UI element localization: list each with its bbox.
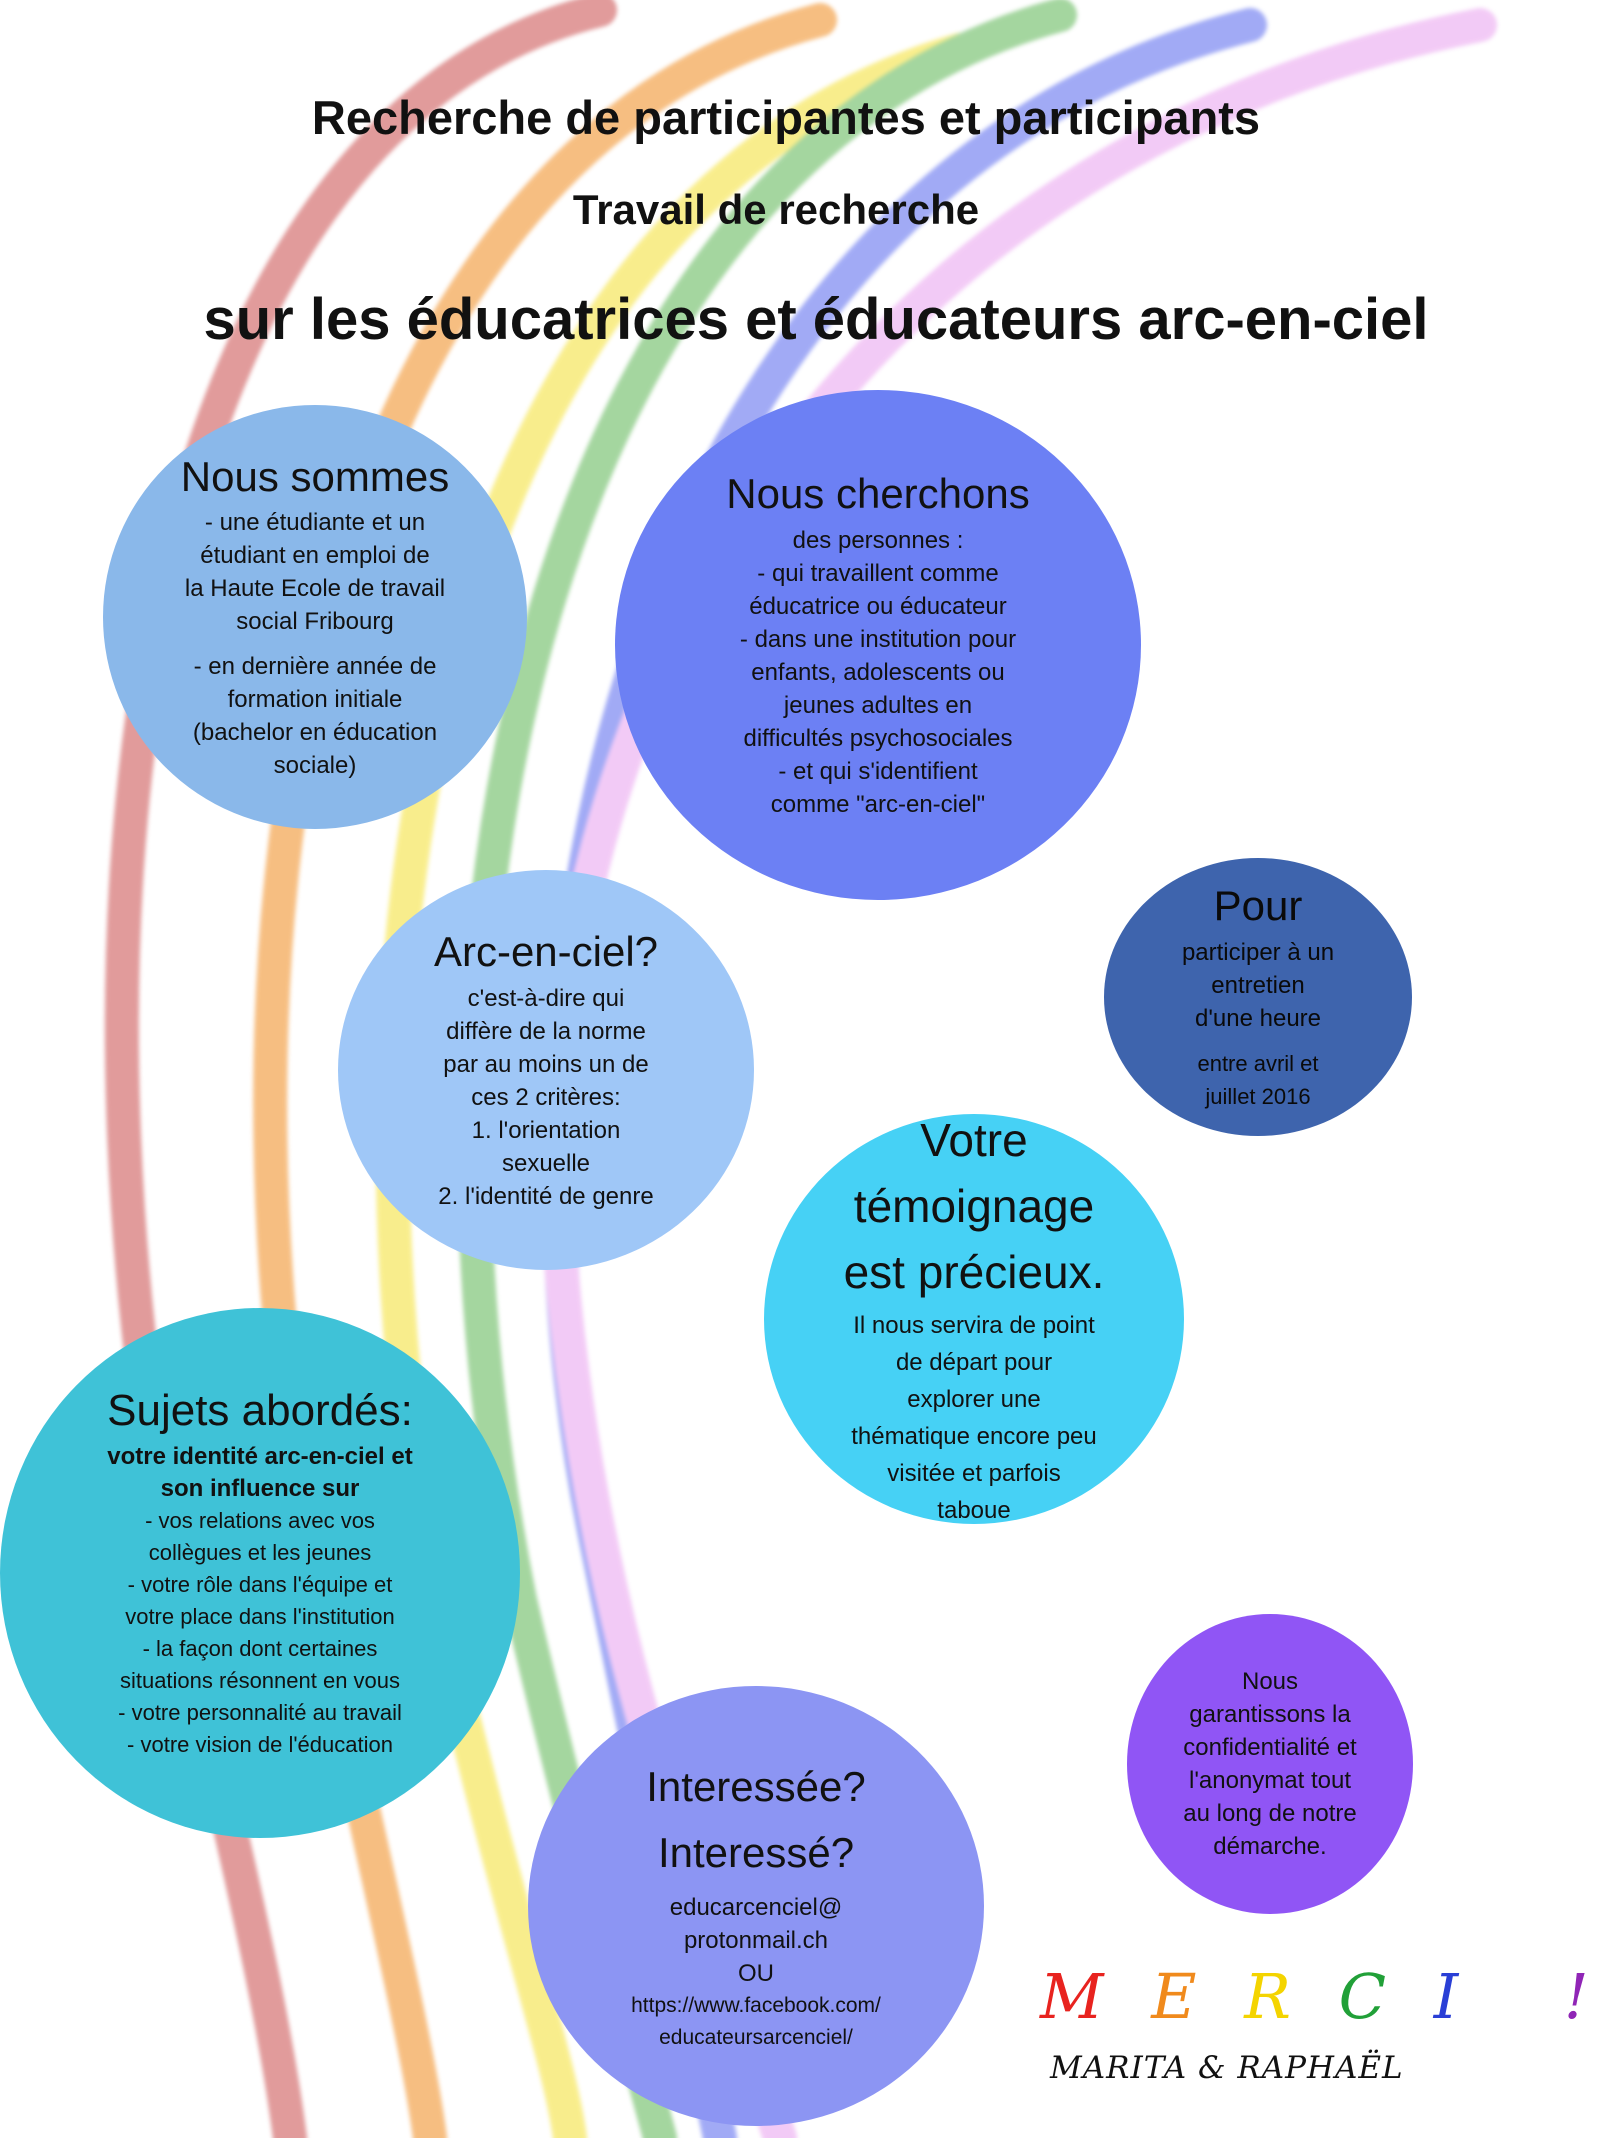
circle-sujets-abordes <box>0 1308 520 1838</box>
text-line: entre avril et <box>1197 1050 1319 1076</box>
circle-title: Sujets abordés: <box>107 1385 413 1435</box>
text-line: difficultés psychosociales <box>743 724 1013 752</box>
text-line: entretien <box>1211 971 1305 999</box>
text-line: - qui travaillent comme <box>757 559 999 587</box>
circle-title: Nous sommes <box>180 452 450 500</box>
text-line: garantissons la <box>1189 1701 1351 1728</box>
signature: MARITA & RAPHAËL <box>1050 2050 1404 2086</box>
page-subtitle: Travail de recherche <box>572 186 980 233</box>
text-line: d'une heure <box>1194 1004 1322 1032</box>
circle-nous-sommes <box>103 405 527 829</box>
circle-temoignage <box>764 1114 1184 1524</box>
circle-nous-cherchons <box>615 390 1141 900</box>
merci-text <box>1040 1960 1603 2033</box>
text-line: - votre vision de l'éducation <box>127 1732 393 1758</box>
text-line: enfants, adolescents ou <box>751 658 1005 686</box>
text-line: comme "arc-en-ciel" <box>770 790 986 818</box>
facebook-link[interactable]: educateursarcenciel/ <box>659 2025 853 2049</box>
merci-letter: C <box>1338 1960 1401 2033</box>
text-line: Nous <box>1241 1668 1299 1695</box>
circle-title-line: Interessée? <box>646 1762 866 1810</box>
text-line: - la façon dont certaines <box>142 1636 378 1662</box>
text-line: situations résonnent en vous <box>119 1668 401 1694</box>
circle-interesse <box>528 1686 984 2126</box>
text-line: démarche. <box>1213 1833 1327 1860</box>
text-line: - votre rôle dans l'équipe et <box>127 1572 393 1598</box>
merci-letter: E <box>1151 1960 1211 2033</box>
circle-title: Nous cherchons <box>726 470 1030 518</box>
text-line: collègues et les jeunes <box>148 1540 372 1566</box>
text-line: - et qui s'identifient <box>778 757 978 785</box>
circle-title-line: Votre <box>920 1114 1028 1166</box>
text-line: jeunes adultes en <box>783 691 973 719</box>
merci-letter: ! <box>1563 1960 1603 2033</box>
email-link[interactable]: protonmail.ch <box>683 1926 829 1954</box>
text-line: thématique encore peu <box>851 1423 1097 1450</box>
page-title: Recherche de participantes et participants <box>311 91 1261 144</box>
merci-letter: R <box>1244 1960 1305 2033</box>
text-line: l'anonymat tout <box>1188 1767 1351 1794</box>
circle-title-line: Interessé? <box>657 1828 855 1876</box>
email-link[interactable]: educarcenciel@ <box>669 1893 843 1921</box>
text-line: c'est-à-dire qui <box>467 984 625 1012</box>
text-line: étudiant en emploi de <box>200 542 430 570</box>
text-line: au long de notre <box>1183 1800 1357 1827</box>
text-line: 2. l'identité de genre <box>438 1182 654 1210</box>
text-line: confidentialité et <box>1183 1734 1357 1761</box>
page-headline: sur les éducatrices et éducateurs arc-en-ciel <box>203 287 1429 352</box>
text-line: - en dernière année de <box>193 653 437 681</box>
text-line: visitée et parfois <box>887 1460 1061 1487</box>
text-line: de départ pour <box>895 1349 1053 1376</box>
circle-arc-en-ciel <box>338 870 754 1270</box>
text-line: la Haute Ecole de travail <box>184 575 446 603</box>
text-line: diffère de la norme <box>446 1017 646 1045</box>
text-line: taboue <box>937 1497 1011 1524</box>
text-line: (bachelor en éducation <box>192 719 438 747</box>
or-label: OU <box>738 1959 774 1987</box>
text-line: participer à un <box>1181 938 1335 966</box>
text-line: - votre personnalité au travail <box>118 1700 402 1726</box>
circle-title: Arc-en-ciel? <box>433 928 659 976</box>
text-line: - vos relations avec vos <box>145 1508 375 1534</box>
text-line: sociale) <box>273 752 357 780</box>
text-line: ces 2 critères: <box>471 1083 621 1111</box>
merci-letter: M <box>1040 1960 1118 2033</box>
circle-title-line: est précieux. <box>843 1246 1105 1298</box>
text-line: 1. l'orientation <box>471 1116 621 1144</box>
text-line: votre place dans l'institution <box>125 1604 395 1630</box>
circle-garantie <box>1127 1614 1413 1914</box>
circle-title: Pour <box>1213 882 1303 930</box>
circle-pour <box>1104 858 1412 1136</box>
text-line: Il nous servira de point <box>853 1312 1095 1339</box>
bold-text-line: son influence sur <box>160 1475 360 1503</box>
text-line: - dans une institution pour <box>739 625 1017 653</box>
bold-text-line: votre identité arc-en-ciel et <box>107 1443 413 1471</box>
circle-title-line: témoignage <box>853 1180 1095 1232</box>
text-line: sexuelle <box>501 1149 591 1177</box>
text-line: explorer une <box>907 1386 1041 1413</box>
text-line: des personnes : <box>792 526 964 554</box>
text-line: par au moins un de <box>443 1050 649 1078</box>
text-line: - une étudiante et un <box>204 509 426 537</box>
text-line: éducatrice ou éducateur <box>749 592 1007 620</box>
text-line: social Fribourg <box>236 608 394 636</box>
text-line: formation initiale <box>227 686 403 714</box>
facebook-link[interactable]: https://www.facebook.com/ <box>631 1993 881 2017</box>
text-line: juillet 2016 <box>1205 1083 1311 1109</box>
merci-letter: I <box>1433 1960 1473 2033</box>
